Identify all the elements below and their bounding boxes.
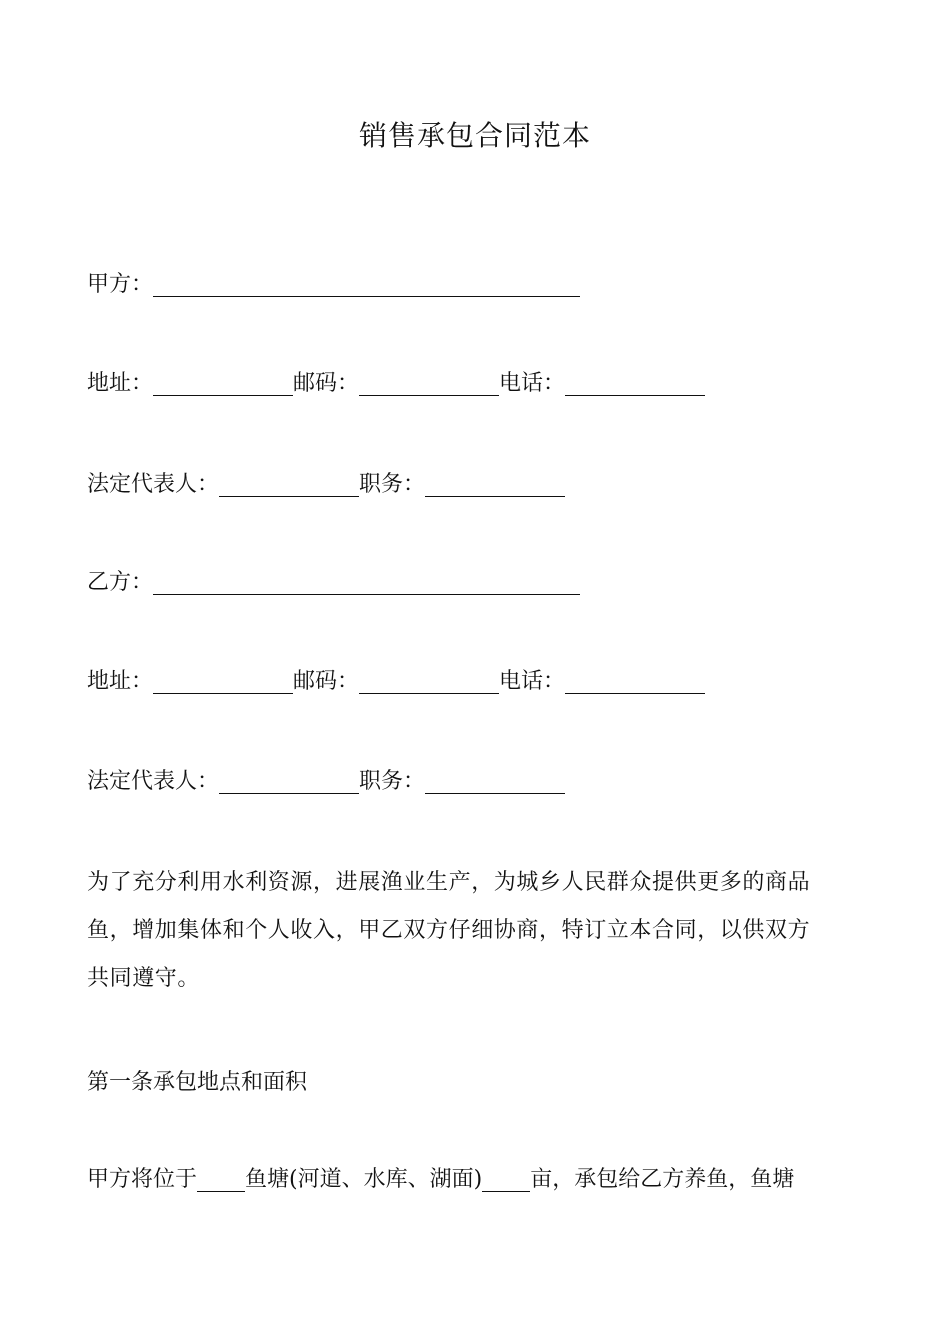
party-a-label: 甲方： [87,272,154,297]
party-a-postcode-blank[interactable] [359,369,499,396]
party-a-phone-blank[interactable] [565,369,705,396]
party-b-postcode-blank[interactable] [359,667,499,694]
party-a-contact-line [87,364,705,404]
party-a-line [87,265,580,305]
party-b-rep-label: 法定代表人： [87,769,220,794]
party-a-rep-label: 法定代表人： [87,472,220,497]
party-b-rep-line [87,762,565,802]
party-b-line [87,563,580,603]
party-a-rep-blank[interactable] [219,470,359,497]
party-b-position-blank[interactable] [425,767,565,794]
party-b-position-label: 职务： [359,769,426,794]
party-a-address-blank[interactable] [153,369,293,396]
pond-location-blank[interactable] [197,1165,245,1192]
party-b-phone-label: 电话： [499,669,566,694]
article-1-heading: 第一条承包地点和面积 [87,1070,308,1095]
article-1-text [87,1160,794,1200]
party-a-position-label: 职务： [359,472,426,497]
party-b-address-blank[interactable] [153,667,293,694]
party-a-rep-line [87,465,565,505]
party-a-postcode-label: 邮码： [293,371,360,396]
party-b-contact-line [87,662,705,702]
article-1-text-part2: 鱼塘(河道、水库、湖面) [245,1167,483,1192]
preamble-line: 共同遵守。 [87,966,201,991]
party-a-position-blank[interactable] [425,470,565,497]
party-a-address-label: 地址： [87,371,154,396]
preamble-paragraph [87,859,867,1003]
document-title: 销售承包合同范本 [358,119,591,152]
party-b-blank[interactable] [153,568,580,595]
party-b-label: 乙方： [87,570,154,595]
party-b-phone-blank[interactable] [565,667,705,694]
party-a-phone-label: 电话： [499,371,566,396]
article-1-text-part3: 亩，承包给乙方养鱼，鱼塘 [530,1167,795,1192]
party-b-postcode-label: 邮码： [293,669,360,694]
pond-area-blank[interactable] [482,1165,530,1192]
party-b-rep-blank[interactable] [219,767,359,794]
party-b-address-label: 地址： [87,669,154,694]
party-a-blank[interactable] [153,270,580,297]
preamble-line: 为了充分利用水利资源，进展渔业生产，为城乡人民群众提供更多的商品 [87,870,811,895]
preamble-line: 鱼，增加集体和个人收入，甲乙双方仔细协商，特订立本合同，以供双方 [87,918,811,943]
article-1-text-part1: 甲方将位于 [87,1167,198,1192]
